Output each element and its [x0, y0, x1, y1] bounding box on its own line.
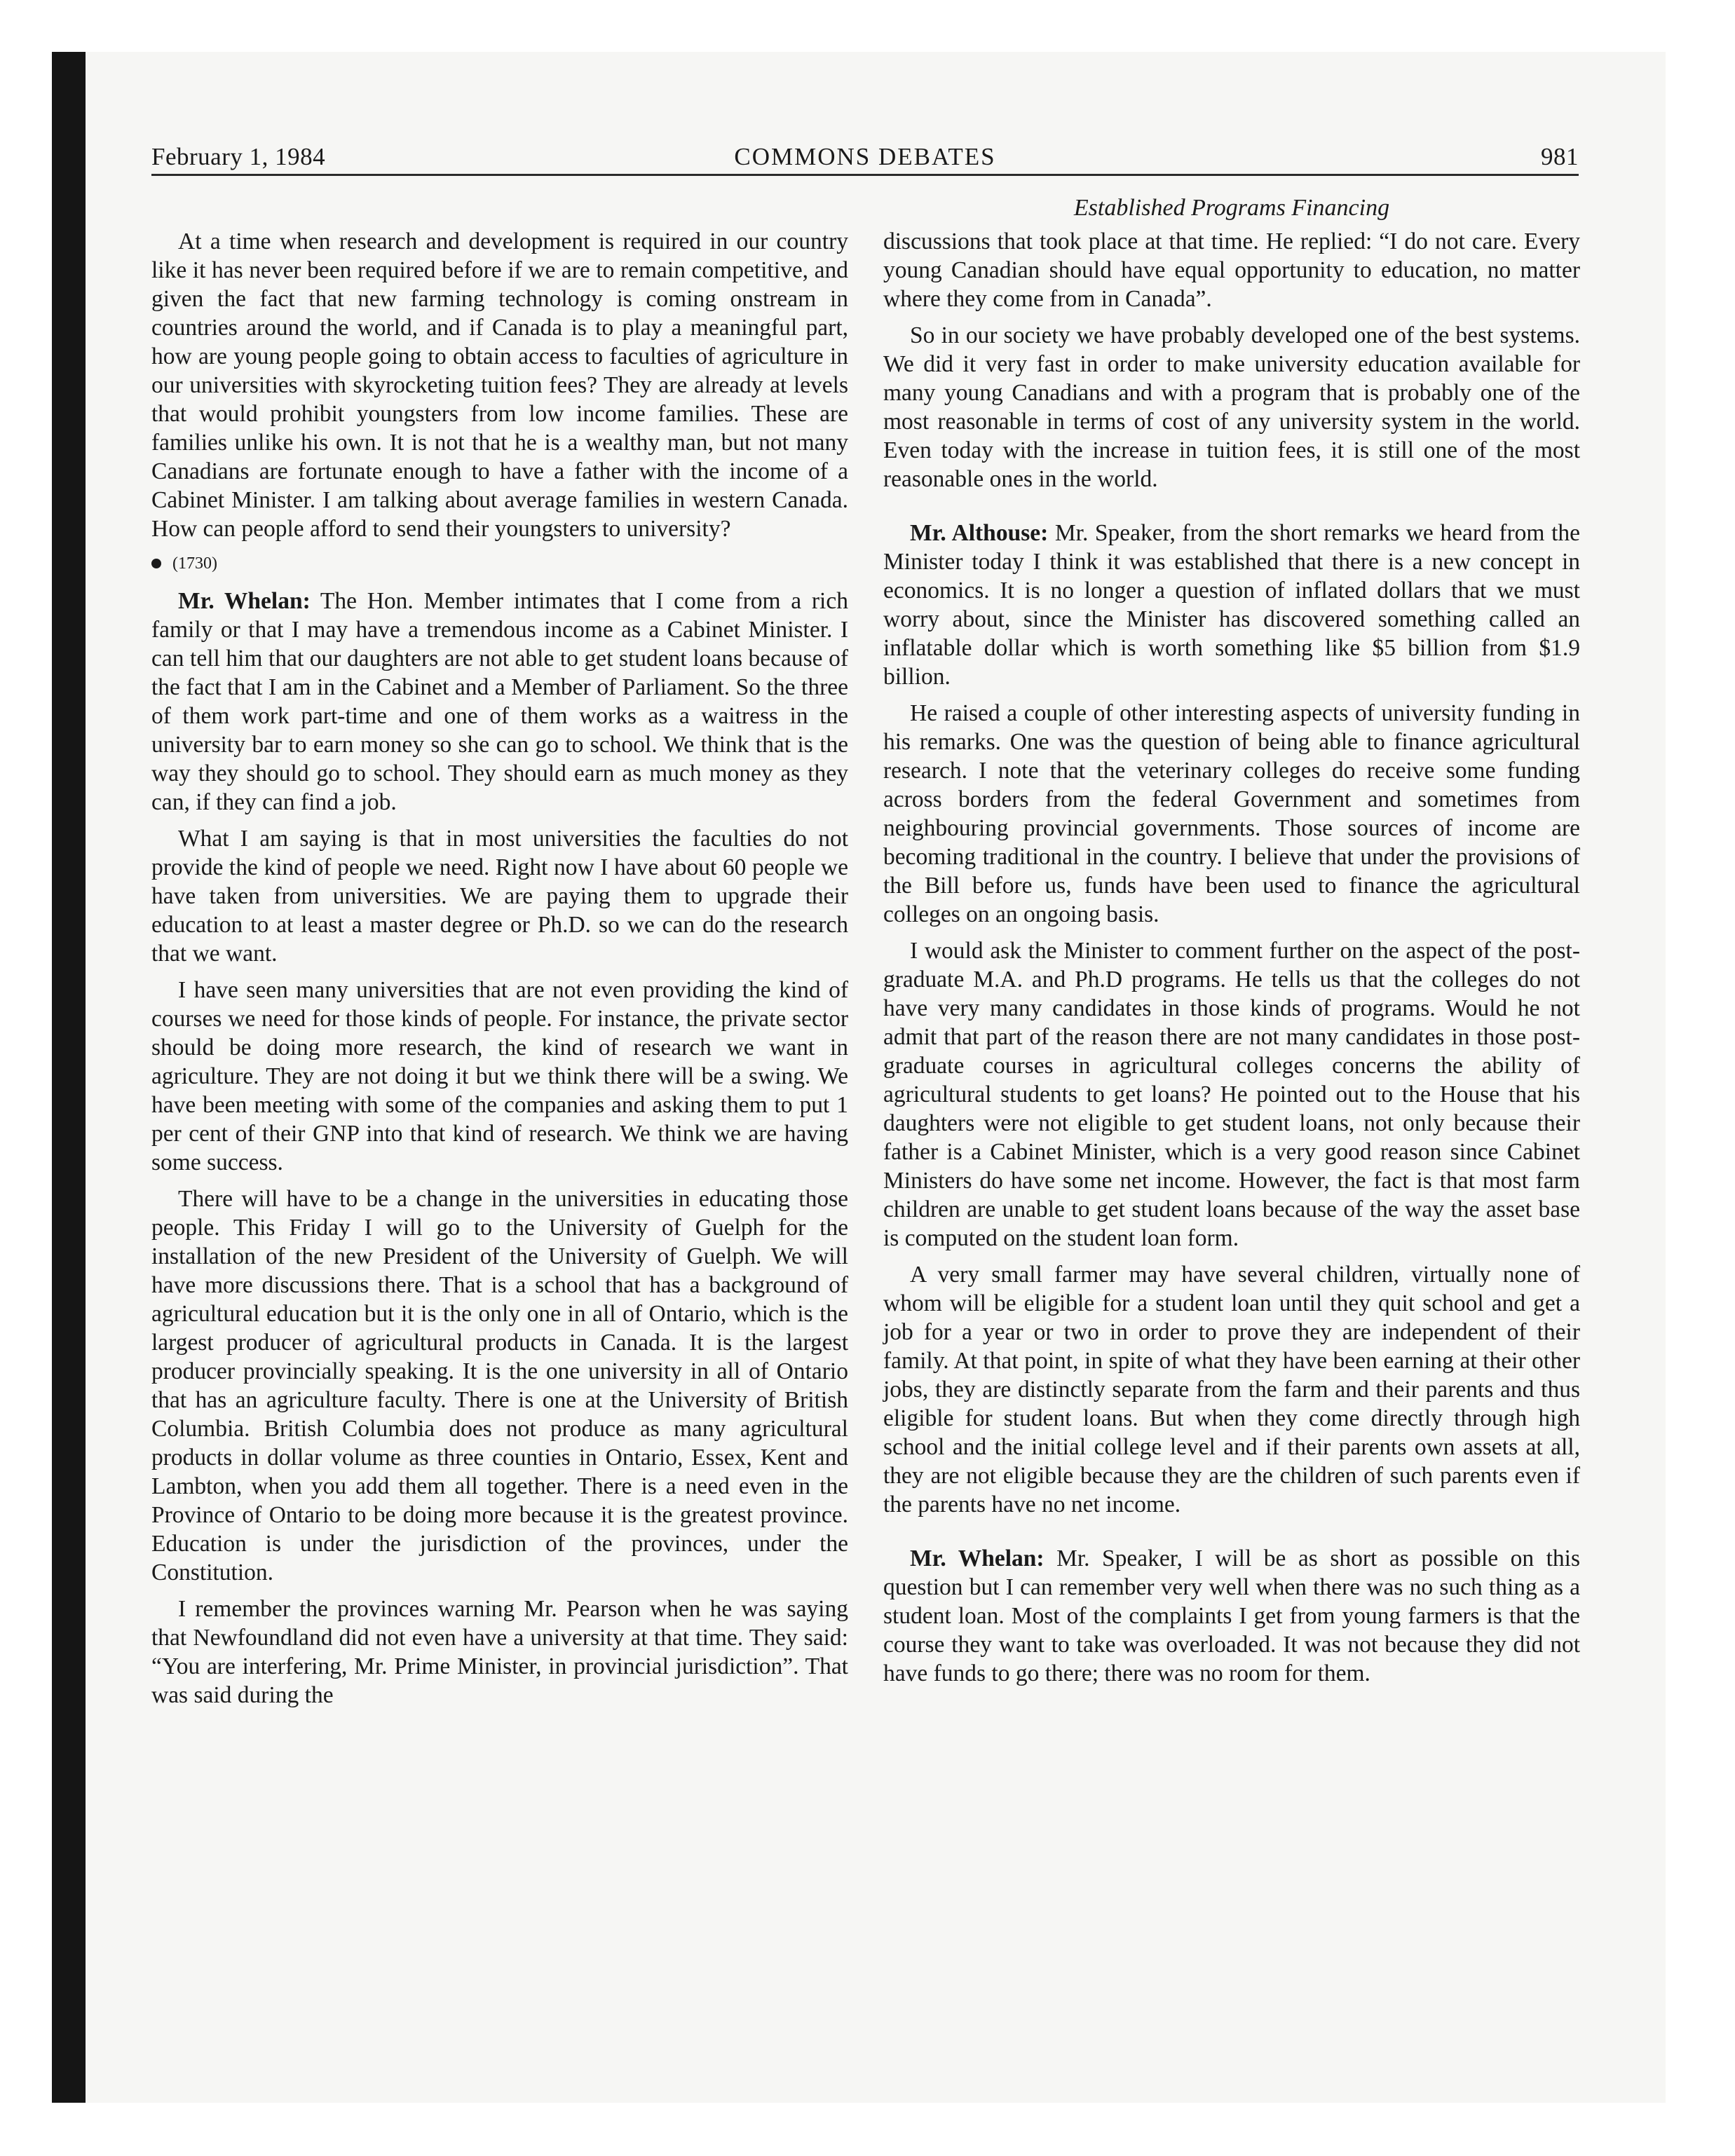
speech-text: The Hon. Member intimates that I come from a rich family or that I may have a tremendous income as a Cabinet Minister. I can tell him that our daughters are not able to get student loans because of the fact that I am in the Cabinet and a Member of Parliament. So the three of them work part-time and one of them works as a waitress in the university bar to earn money so she can go to school. We think that is the way they should go to school. They should earn as much money as they can, if they can find a job. [151, 588, 848, 815]
right-paragraph-6: A very small farmer may have several children, virtually none of whom will be eligible for a student loan until they quit school and get a job for a year or two in order to prove they are independent of their family. At that point, in spite of what they have been earning at their other jobs, they are distinctly separate from the farm and their parents and thus eligible for student loans. But when they come directly through high school and the initial college level and if their parents own assets at all, they are not eligible because they are the children of such parents even if the parents have no net income. [883, 1262, 1580, 1517]
document-page [151, 137, 1579, 1890]
left-paragraph-4: I have seen many universities that are not even providing the kind of courses we need for those kinds of people. For instance, the private sector should be doing more research, the kind of research we want in agriculture. They are not doing it but we think there will be a swing. We have been meeting with some of the companies and asking them to put 1 per cent of their GNP into that kind of research. We think we are having some success. [151, 977, 848, 1175]
header-date: February 1, 1984 [151, 143, 326, 170]
right-column [883, 193, 1580, 1696]
header-page-number: 981 [1541, 143, 1579, 170]
scan-binding-edge [52, 52, 86, 2103]
speech-text: Mr. Speaker, I will be as short as possible on this question but I can remember very well when there was no such thing as a student loan. Most of the complaints I get from young farmers is that the course they want to take was overloaded. It was not because they did not have funds to go there; there was no room for them. [883, 1546, 1580, 1686]
bullet-icon [151, 559, 161, 568]
left-column [151, 227, 848, 1717]
right-paragraph-7 [883, 1544, 1580, 1688]
speaker-name: Mr. Whelan: [910, 1546, 1045, 1571]
right-paragraph-3 [883, 519, 1580, 691]
running-header [151, 137, 1579, 172]
time-marker [151, 553, 848, 574]
time-marker-label: (1730) [172, 554, 217, 573]
header-rule [151, 174, 1579, 176]
right-paragraph-2: So in our society we have probably developed one of the best systems. We did it very fast in order to make university education available for many young Canadians and with a program that is probably one of the most reasonable in terms of cost of any university system in the world. Even today with the increase in tuition fees, it is still one of the most reasonable ones in the world. [883, 322, 1580, 492]
left-paragraph-3: What I am saying is that in most universities the faculties do not provide the kind of people we need. Right now I have about 60 people we have taken from universities. We are paying them to upgrade their education to at least a master degree or Ph.D. so we can do the research that we want. [151, 826, 848, 967]
right-paragraph-4: He raised a couple of other interesting aspects of university funding in his remarks. One was the question of being able to finance agricultural research. I note that the veterinary colleges do receive some funding across borders from the federal Government and sometimes from neighbouring provincial governments. Those sources of income are becoming traditional in the country. I believe that under the provisions of the Bill before us, funds have been used to finance the agricultural colleges on an ongoing basis. [883, 700, 1580, 927]
section-title: Established Programs Financing [1073, 195, 1390, 221]
speaker-name: Mr. Whelan: [178, 588, 311, 614]
right-paragraph-5: I would ask the Minister to comment further on the aspect of the post-graduate M.A. and Ph.D programs. He tells us that the colleges do not have very many candidates in those kinds of programs. Would he not admit that part of the reason there are not many candidates in those post-graduate courses in agricultural colleges concerns the ability of agricultural students to get loans? He pointed out to the House that his daughters were not eligible to get student loans, not only because their father is a Cabinet Minister, which is a very good reason since Cabinet Ministers do have some net income. However, the fact is that most farm children are unable to get student loans because of the way the asset base is computed on the student loan form. [883, 938, 1580, 1251]
speaker-name: Mr. Althouse: [910, 520, 1049, 546]
speech-text: Mr. Speaker, from the short remarks we heard from the Minister today I think it was established that there is a new concept in economics. It is no longer a question of inflated dollars that we must worry about, since the Minister has discovered something called an inflatable dollar which is worth something like $5 billion from $1.9 billion. [883, 520, 1581, 690]
right-paragraph-1: discussions that took place at that time. He replied: “I do not care. Every young Canadian should have equal opportunity to education, no matter where they come from in Canada”. [883, 228, 1580, 312]
left-paragraph-5: There will have to be a change in the universities in educating those people. This Friday I will go to the University of Guelph for the installation of the new President of the University of Guelph. We will have more discussions there. That is a school that has a background of agricultural education but it is the only one in all of Ontario, which is the largest producer of agricultural products in Canada. It is the largest producer provincially speaking. It is the one university in all of Ontario that has an agriculture faculty. There is one at the University of British Columbia. British Columbia does not produce as many agricultural products in dollar volume as three counties in Ontario, Essex, Kent and Lambton, when you add them all together. There is a need even in the Province of Ontario to be doing more because it is the greatest province. Education is under the jurisdiction of the provinces, under the Constitution. [151, 1186, 848, 1585]
header-publication: COMMONS DEBATES [734, 143, 996, 170]
left-paragraph-6: I remember the provinces warning Mr. Pearson when he was saying that Newfoundland did not even have a university at that time. They said: “You are interfering, Mr. Prime Minister, in provincial jurisdiction”. That was said during the [151, 1596, 848, 1708]
left-paragraph-2 [151, 587, 848, 817]
left-paragraph-1: At a time when research and development is required in our country like it has never been required before if we are to remain competitive, and given the fact that new farming technology is coming onstream in countries around the world, and if Canada is to play a meaningful part, how are young people going to obtain access to faculties of agriculture in our universities with skyrocketing tuition fees? They are already at levels that would prohibit youngsters from low income families. These are families unlike his own. It is not that he is a wealthy man, but not many Canadians are fortunate enough to have a father with the income of a Cabinet Minister. I am talking about average families in western Canada. How can people afford to send their youngsters to university? [151, 228, 848, 542]
